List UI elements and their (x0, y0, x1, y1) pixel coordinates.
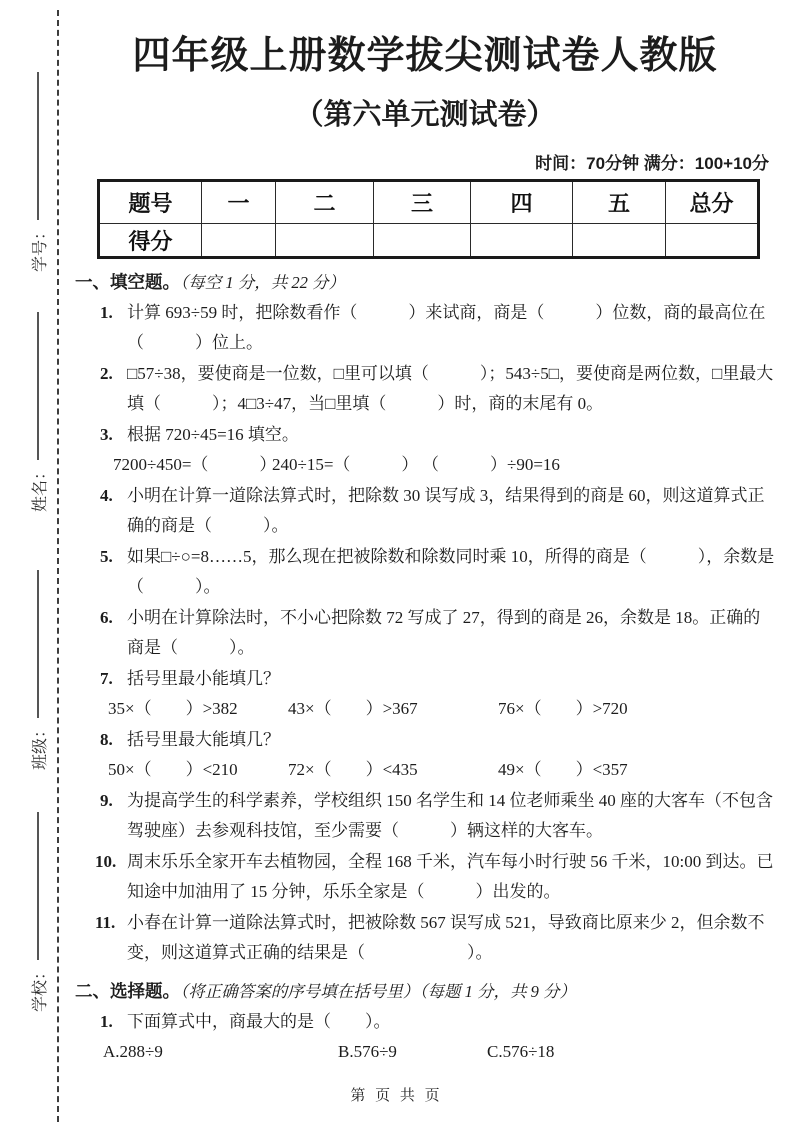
score-table-score-row (99, 224, 759, 258)
question-number: 5. (100, 547, 113, 566)
score-cell (202, 224, 276, 258)
question-text: 括号里最大能填几？ (127, 730, 280, 749)
score-cell (573, 224, 666, 258)
score-header-cell: 五 (573, 181, 666, 224)
question-item (75, 908, 775, 968)
name-label: 姓名： (31, 463, 49, 512)
question-equation-row (75, 694, 775, 724)
question-text: 小春在计算一道除法算式时，把被除数 567 误写成 521，导致商比原来少 2，但余数不变，则这道算式正确的结果是（ ）。 (127, 913, 765, 962)
school-field (25, 812, 51, 1012)
equation-blank: 50×（ ）<210 (108, 760, 238, 779)
score-table-header-row (99, 181, 759, 224)
choice-option: B.576÷9 (338, 1042, 397, 1061)
question-item (75, 359, 775, 419)
question-text: 计算 693÷59 时，把除数看作（ ）来试商，商是（ ）位数，商的最高位在（ ）位上。 (127, 303, 766, 352)
question-equation-row (75, 755, 775, 785)
question-number: 3. (100, 425, 113, 444)
student-id-field (25, 72, 51, 272)
school-label: 学校： (31, 963, 49, 1012)
question-item (75, 847, 775, 907)
score-header-cell: 三 (374, 181, 471, 224)
score-header-cell: 一 (202, 181, 276, 224)
question-equation-row (75, 450, 775, 480)
equation-blank: 240÷15=（ ） (272, 455, 419, 474)
question-number: 11. (95, 913, 116, 932)
score-header-cell: 总分 (666, 181, 759, 224)
question-text: 周末乐乐全家开车去植物园，全程 168 千米，汽车每小时行驶 56 千米，10:00 到达。已知途中加油用了 15 分钟，乐乐全家是（ ）出发的。 (127, 852, 774, 901)
question-text: □57÷38，要使商是一位数，□里可以填（ ）；543÷5□，要使商是两位数，□里最大填（ ）；4□3÷47，当□里填（ ）时，商的末尾有 0。 (127, 364, 774, 413)
section1-title: 一、填空题。 (75, 272, 180, 292)
score-cell (666, 224, 759, 258)
question-number: 10. (95, 852, 117, 871)
question-number: 4. (100, 486, 113, 505)
score-header-cell: 四 (471, 181, 573, 224)
paper-content (75, 0, 775, 1067)
question-number: 9. (100, 791, 113, 810)
name-field (25, 312, 51, 512)
question-number: 1. (100, 1012, 113, 1031)
score-cell (374, 224, 471, 258)
question-text: 小明在计算除法时，不小心把除数 72 写成了 27，得到的商是 26，余数是 18。正确的商是（ ）。 (127, 608, 761, 657)
equation-blank: 35×（ ）>382 (108, 699, 238, 718)
equation-blank: 72×（ ）<435 (288, 760, 418, 779)
section1-heading (75, 268, 775, 297)
page-footer: 第 页 共 页 (350, 1088, 443, 1104)
question-number: 6. (100, 608, 113, 627)
question-text: 下面算式中，商最大的是（ ）。 (127, 1012, 391, 1031)
question-item (75, 1007, 775, 1037)
student-id-blank-line (37, 72, 39, 220)
equation-blank: 76×（ ）>720 (498, 699, 628, 718)
question-item (75, 542, 775, 602)
choice-option: A.288÷9 (103, 1042, 163, 1061)
student-id-label: 学号： (31, 223, 49, 272)
question-item (75, 420, 775, 450)
question-item (75, 725, 775, 755)
question-number: 1. (100, 303, 113, 322)
question-number: 7. (100, 669, 113, 688)
score-cell (471, 224, 573, 258)
question-number: 2. (100, 364, 113, 383)
school-blank-line (37, 812, 39, 960)
class-label: 班级： (31, 721, 49, 770)
question-text: 如果□÷○=8……5，那么现在把被除数和除数同时乘 10，所得的商是（ ），余数是（ ）。 (127, 547, 775, 596)
equation-blank: 7200÷450=（ ） (113, 455, 277, 474)
score-table (97, 179, 760, 259)
score-cell (276, 224, 374, 258)
class-blank-line (37, 570, 39, 718)
name-blank-line (37, 312, 39, 460)
equation-blank: 49×（ ）<357 (498, 760, 628, 779)
question-text: 根据 720÷45=16 填空。 (127, 425, 299, 444)
time-score-info: 时间：70分钟 满分：100+10分 (535, 154, 769, 173)
score-header-cell: 题号 (99, 181, 202, 224)
equation-blank: （ ）÷90=16 (422, 455, 560, 474)
binding-dashed-line (57, 10, 59, 1122)
question-text: 括号里最小能填几？ (127, 669, 280, 688)
question-text: 小明在计算一道除法算式时，把除数 30 误写成 3，结果得到的商是 60，则这道算式正确的商是（ ）。 (127, 486, 765, 535)
question-text: 为提高学生的科学素养，学校组织 150 名学生和 14 位老师乘坐 40 座的大客车（不包含驾驶座）去参观科技馆，至少需要（ ）辆这样的大客车。 (127, 791, 773, 840)
score-row-label: 得分 (99, 224, 202, 258)
choice-options-row (75, 1037, 775, 1067)
paper-title: 四年级上册数学拔尖测试卷人教版 (132, 35, 718, 77)
question-number: 8. (100, 730, 113, 749)
question-item (75, 786, 775, 846)
question-item (75, 481, 775, 541)
score-header-cell: 二 (276, 181, 374, 224)
class-field (25, 570, 51, 770)
section1-note: （每空 1 分，共 22 分） (180, 273, 345, 292)
equation-blank: 43×（ ）>367 (288, 699, 418, 718)
question-item (75, 603, 775, 663)
question-item (75, 664, 775, 694)
paper-subtitle: （第六单元测试卷） (294, 99, 556, 131)
choice-option: C.576÷18 (487, 1042, 555, 1061)
section2-note: （将正确答案的序号填在括号里）（每题 1 分，共 9 分） (180, 982, 576, 1001)
section2-title: 二、选择题。 (75, 981, 180, 1001)
question-item (75, 298, 775, 358)
section2-heading (75, 977, 775, 1006)
